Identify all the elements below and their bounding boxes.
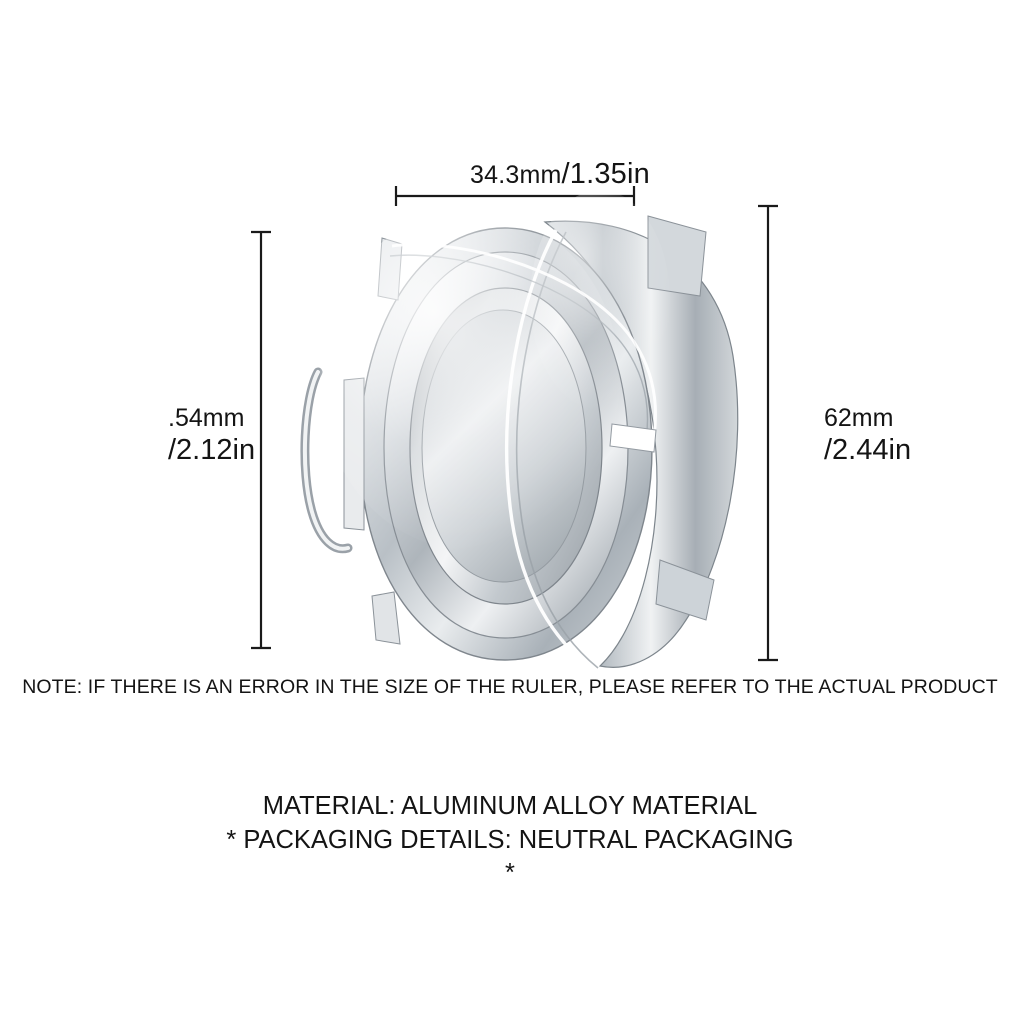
dimension-right-mm: 62mm	[824, 404, 894, 432]
dimension-left	[168, 404, 255, 466]
dimension-right-inch: /2.44in	[824, 434, 912, 466]
dimension-top-inch: /1.35in	[561, 158, 650, 190]
dimension-top	[470, 158, 650, 190]
dimension-left-inch: /2.12in	[168, 434, 256, 466]
dimension-top-mm: 34.3mm	[470, 161, 562, 189]
aluminum-ring-body	[305, 190, 738, 668]
material-line: MATERIAL: ALUMINUM ALLOY MATERIAL	[262, 792, 758, 820]
footer-info	[0, 790, 1020, 891]
dimension-right	[824, 404, 911, 466]
asterisk-line: *	[505, 859, 515, 888]
ruler-note: NOTE: IF THERE IS AN ERROR IN THE SIZE OF THE RULER, PLEASE REFER TO THE ACTUAL PRODUCT	[22, 676, 998, 698]
dimension-left-mm: .54mm	[168, 404, 245, 432]
packaging-line: * PACKAGING DETAILS: NEUTRAL PACKAGING	[226, 825, 794, 854]
